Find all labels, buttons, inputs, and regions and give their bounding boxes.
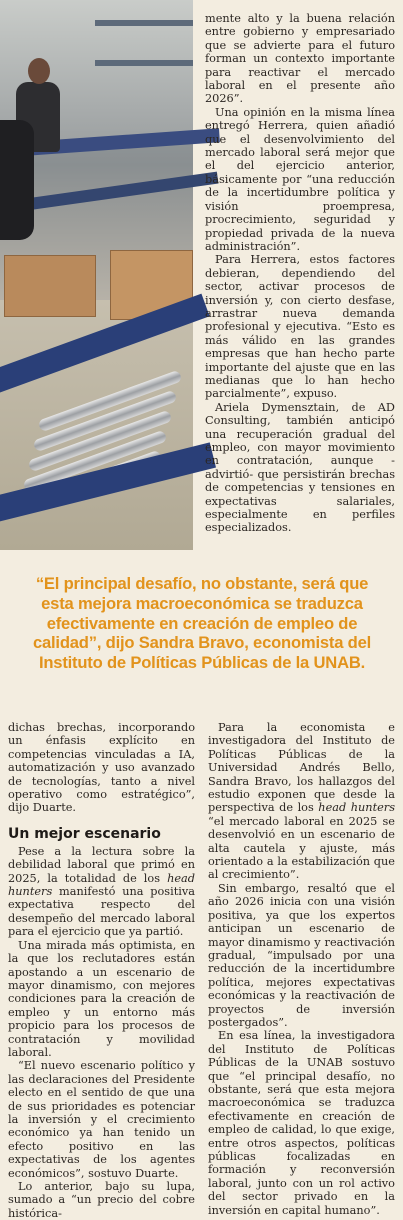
paragraph: Ariela Dymensztain, de AD Consulting, también anticipó una recuperación gradual del empleo, con mayor movimiento en contratación, aunque -advirtió- que persistirán brechas de competencias y tensiones en expectativas salariales, especialmente en perfiles especializados. [205,400,395,535]
paragraph: Sin embargo, resaltó que el año 2026 inicia con una visión positiva, ya que los expertos anticipan un escenario de mayor dinamismo y reactivación gradual, “impulsado por una reducción de la incertidumbre política, mejores expectativas económicas y la reactivación de proyectos de inversión postergados”. [208,881,395,1029]
paragraph-text: Para la economista e investigadora del Instituto de Políticas Públicas de la Universidad Andrés Bello, Sandra Bravo, los hallazgos del estudio exponen que desde la perspectiva de los [208,721,395,815]
paragraph: Una mirada más optimista, en la que los reclutadores están apostando a un escenario de mayor dinamismo, con mejores condiciones para la creación de empleo y un entorno más propicio para los procesos de contratación y movilidad laboral. [8,938,195,1059]
article-column-top-right [205,12,395,535]
paragraph: dichas brechas, incorporando un énfasis explícito en competencias vinculadas a IA, automatización y uso avanzado de tecnologías, tanto a nivel operativo como estratégico”, dijo Duarte. [8,721,195,815]
article-column-bottom-right [208,721,395,1217]
photo-person-head [28,58,50,84]
paragraph: Para Herrera, estos factores debieran, dependiendo del sector, activar procesos de inversión y, con cierto desfase, arrastrar nueva demanda profesional y ejecutiva. “Esto es más válido en las grandes empresas que han hecho parte importante del ajuste que en las medianas que lo han hecho parcialmente”, expuso. [205,253,395,401]
paragraph: mente alto y la buena relación entre gobierno y empresariado que se advierte para el futuro forman un contexto importante para reactivar el mercado laboral en el presente año 2026”. [205,12,395,106]
photo-chair [0,120,34,240]
emphasis-head-hunters: head hunters [318,801,395,815]
paragraph: Una opinión en la misma línea entregó Herrera, quien añadió que el desenvolvimiento del mercado laboral será mejor que el del ejercicio anterior, básicamente por “una reducción de la incertidumbre política y visión proempresa, procrecimiento, seguridad y propiedad privada de la nueva administración”. [205,105,395,253]
photo-shelf [95,60,193,66]
paragraph: En esa línea, la investigadora del Instituto de Políticas Públicas de la UNAB sostuvo que “el principal desafío, no obstante, será que esta mejora macroeconómica se traduzca efectivamente en creación de empleo de calidad, lo que exige, entre otros aspectos, políticas públicas focalizadas en formación y reconversión laboral, junto con un rol activo del sector privado en la inversión en capital humano”. [208,1029,395,1217]
photo-box [4,255,96,317]
emphasis-head-hunters: head hunters [8,871,195,899]
paragraph: Lo anterior, bajo su lupa, sumado a “un precio del cobre histórica- [8,1180,195,1220]
pull-quote: “El principal desafío, no obstante, será que esta mejora macroeconómica se traduzca efectivamente en creación de empleo de calidad”, dijo Sandra Bravo, economista del Instituto de Políticas Públicas de la UNAB. [32,574,372,673]
paragraph [208,721,395,882]
warehouse-photo [0,0,193,550]
photo-shelf [95,20,193,26]
article-column-bottom-left [8,721,195,1220]
section-subheading: Un mejor escenario [8,825,161,842]
paragraph [8,845,195,939]
paragraph-text: manifestó una positiva expectativa respecto del desempeño del mercado laboral para el ejercicio que ya partió. [8,885,195,939]
paragraph-text: “el mercado laboral en 2025 se desenvolvió en un escenario de alta cautela y ajuste, más orientado a la estabilización que al crecimiento”. [208,814,395,882]
paragraph-text: Pese a la lectura sobre la debilidad laboral que primó en 2025, la totalidad de los [8,844,195,885]
paragraph: “El nuevo escenario político y las declaraciones del Presidente electo en el sentido de que una de sus prioridades es potenciar la inversión y el crecimiento económico ya han tenido un efecto positivo en las expectativas de los agentes económicos”, sostuvo Duarte. [8,1059,195,1180]
